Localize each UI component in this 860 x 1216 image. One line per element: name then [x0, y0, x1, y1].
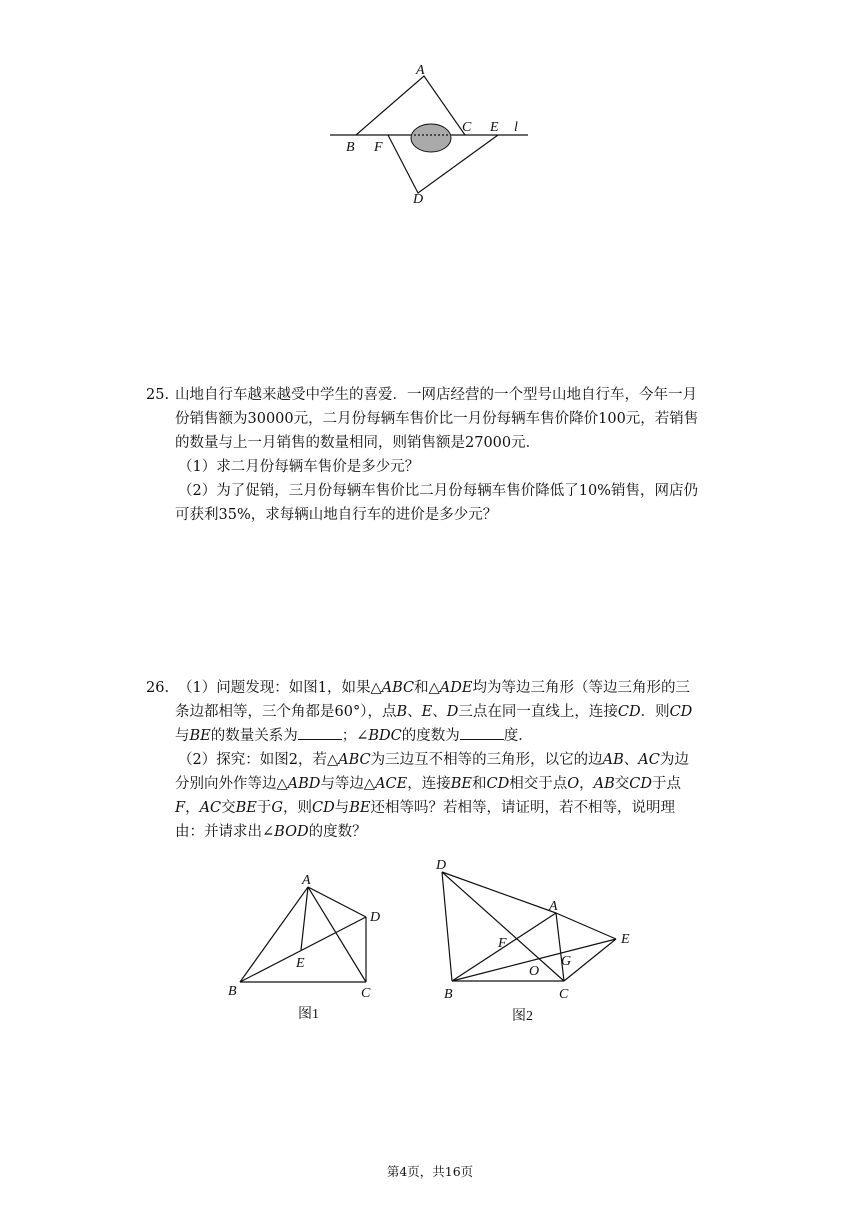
label-C: C: [462, 120, 472, 135]
fig2-label-C: C: [559, 987, 569, 1002]
fig1-label-E: E: [296, 956, 305, 971]
label-F: F: [374, 140, 383, 155]
answer-blank-1[interactable]: [298, 726, 342, 740]
q26-line-2: 条边都相等，三个角都是60°），点B、E、D三点在同一直线上，连接CD．则CD: [175, 704, 693, 720]
q25-line-6: 可获利35%，求每辆山地自行车的进价是多少元？: [175, 507, 498, 523]
fig2-label-D: D: [436, 858, 447, 873]
fig2-label-A: A: [549, 899, 558, 914]
fig2-label-B: B: [444, 987, 453, 1002]
label-A: A: [416, 63, 425, 78]
fig2-label-G: G: [561, 954, 572, 969]
q26-line-4: （2）探究：如图2，若△ABC为三边互不相等的三角形，以它的边AB、AC为边: [178, 752, 689, 768]
page-footer: 第4页，共16页: [386, 1164, 474, 1179]
fig1-label-D: D: [370, 910, 381, 925]
fig1-caption: 图1: [298, 1007, 319, 1022]
q25-line-2: 份销售额为30000元，二月份每辆车售价比一月份每辆车售价降价100元，若销售: [175, 411, 699, 427]
q25-line-5: （2）为了促销，三月份每辆车售价比二月份每辆车售价降低了10%销售，网店仍: [178, 483, 698, 499]
fig1-label-B: B: [228, 984, 237, 999]
q25-line-4: （1）求二月份每辆车售价是多少元？: [178, 459, 420, 475]
answer-blank-2[interactable]: [460, 726, 504, 740]
label-D: D: [413, 192, 424, 207]
figure-2: [430, 852, 645, 1030]
q26-line-6: F，AC交BE于G，则CD与BE还相等吗？若相等，请证明，若不相等，说明理: [175, 800, 675, 816]
q26-line-7: 由：并请求出∠BOD的度数？: [175, 824, 367, 840]
fig1-label-A: A: [302, 873, 311, 888]
label-l: l: [514, 120, 518, 135]
fig2-label-F: F: [498, 936, 507, 951]
q25-number: 25.: [146, 387, 170, 403]
figure-top: [320, 55, 540, 215]
fig2-label-E: E: [621, 932, 630, 947]
fig2-label-O: O: [529, 964, 540, 979]
q26-line-1: （1）问题发现：如图1，如果△ABC和△ADE均为等边三角形（等边三角形的三: [178, 680, 690, 696]
q26-line-3: 与BE的数量关系为 ；∠BDC的度数为 度．: [175, 728, 533, 744]
fig2-caption: 图2: [512, 1009, 533, 1024]
fig1-label-C: C: [361, 986, 371, 1001]
q25-line-3: 的数量与上一月销售的数量相同，则销售额是27000元．: [175, 435, 541, 451]
label-E: E: [490, 120, 499, 135]
figure-1: [220, 870, 390, 1030]
label-B: B: [346, 140, 355, 155]
q26-number: 26.: [146, 680, 170, 696]
q25-line-1: 山地自行车越来越受中学生的喜爱．一网店经营的一个型号山地自行车，今年一月: [175, 387, 697, 403]
q26-line-5: 分别向外作等边△ABD与等边△ACE，连接BE和CD相交于点O，AB交CD于点: [175, 776, 681, 792]
